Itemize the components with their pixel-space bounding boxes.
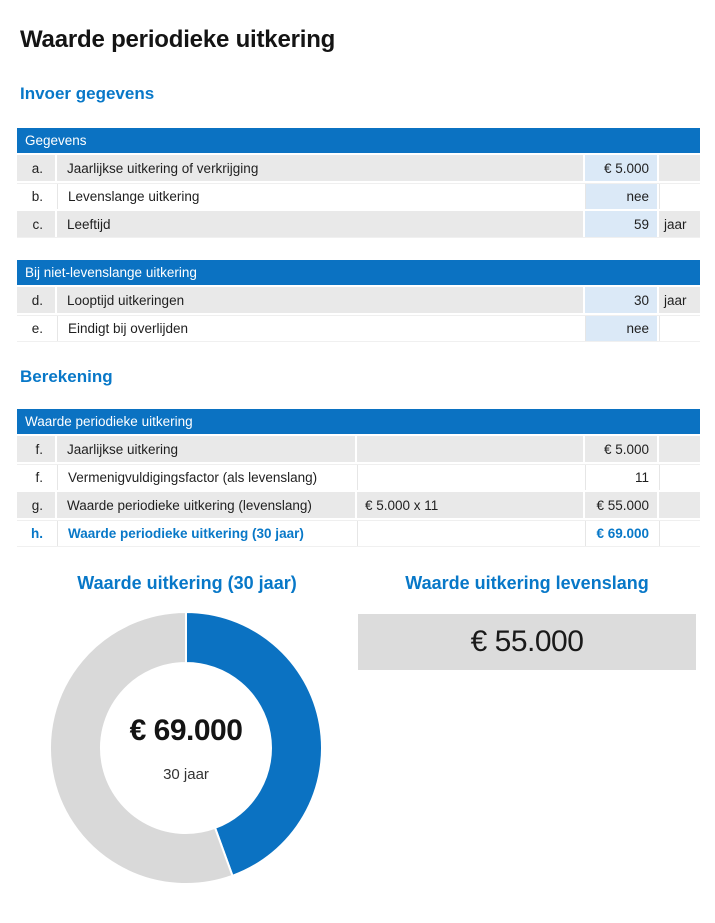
table-berekening [17, 409, 700, 547]
row-unit [659, 316, 700, 341]
section-heading-berekening: Berekening [20, 367, 113, 386]
table-row [17, 464, 700, 490]
row-unit: jaar [659, 211, 700, 237]
row-unit [659, 155, 700, 181]
row-unit [659, 492, 700, 518]
row-letter: g. [17, 492, 55, 518]
input-eindigt-bij-overlijden[interactable]: nee [585, 316, 657, 341]
row-letter: h. [17, 521, 55, 546]
row-unit [659, 465, 700, 490]
row-letter: f. [17, 436, 55, 462]
row-formula [357, 521, 583, 546]
table-row [17, 183, 700, 209]
row-letter: d. [17, 287, 55, 313]
row-label: Levenslange uitkering [57, 184, 583, 209]
row-label: Jaarlijkse uitkering [57, 436, 355, 462]
table-gegevens-header: Gegevens [17, 128, 700, 153]
table-row-result [17, 520, 700, 546]
row-label: Waarde periodieke uitkering (30 jaar) [57, 521, 355, 546]
row-label: Vermenigvuldigingsfactor (als levenslang) [57, 465, 355, 490]
row-label: Jaarlijkse uitkering of verkrijging [57, 155, 583, 181]
donut-center-value: € 69.000 [129, 713, 243, 747]
row-formula [357, 436, 583, 462]
row-label: Eindigt bij overlijden [57, 316, 583, 341]
table-row [17, 492, 700, 518]
row-unit: jaar [659, 287, 700, 313]
row-letter: a. [17, 155, 55, 181]
table-row [17, 155, 700, 181]
levenslang-value-box: € 55.000 [358, 614, 696, 670]
donut-chart-title: Waarde uitkering (30 jaar) [77, 573, 297, 593]
row-unit [659, 184, 700, 209]
table-row [17, 287, 700, 313]
results-area [0, 567, 715, 885]
input-looptijd-uitkeringen[interactable]: 30 [585, 287, 657, 313]
row-formula: € 5.000 x 11 [357, 492, 583, 518]
row-letter: c. [17, 211, 55, 237]
row-value: 11 [585, 465, 657, 490]
row-value: € 69.000 [585, 521, 657, 546]
row-unit [659, 521, 700, 546]
row-letter: e. [17, 316, 55, 341]
row-letter: b. [17, 184, 55, 209]
table-row [17, 436, 700, 462]
input-leeftijd[interactable]: 59 [585, 211, 657, 237]
row-formula [357, 465, 583, 490]
value-box-title: Waarde uitkering levenslang [405, 573, 649, 593]
row-label: Waarde periodieke uitkering (levenslang) [57, 492, 355, 518]
row-unit [659, 436, 700, 462]
table-row [17, 315, 700, 341]
donut-center-label: 30 jaar [163, 765, 209, 783]
row-value: € 5.000 [585, 436, 657, 462]
page-title: Waarde periodieke uitkering [20, 26, 336, 53]
input-levenslange-uitkering[interactable]: nee [585, 184, 657, 209]
row-value: € 55.000 [585, 492, 657, 518]
section-heading-invoer: Invoer gegevens [20, 84, 155, 103]
row-letter: f. [17, 465, 55, 490]
table-niet-levenslang [17, 260, 700, 342]
row-label: Leeftijd [57, 211, 583, 237]
table-gegevens [17, 128, 700, 238]
input-jaarlijkse-uitkering[interactable]: € 5.000 [585, 155, 657, 181]
row-label: Looptijd uitkeringen [57, 287, 583, 313]
table-berekening-header: Waarde periodieke uitkering [17, 409, 700, 434]
donut-chart [49, 611, 323, 885]
table-niet-levenslang-header: Bij niet-levenslange uitkering [17, 260, 700, 285]
donut-chart-svg [49, 611, 323, 885]
table-row [17, 211, 700, 237]
